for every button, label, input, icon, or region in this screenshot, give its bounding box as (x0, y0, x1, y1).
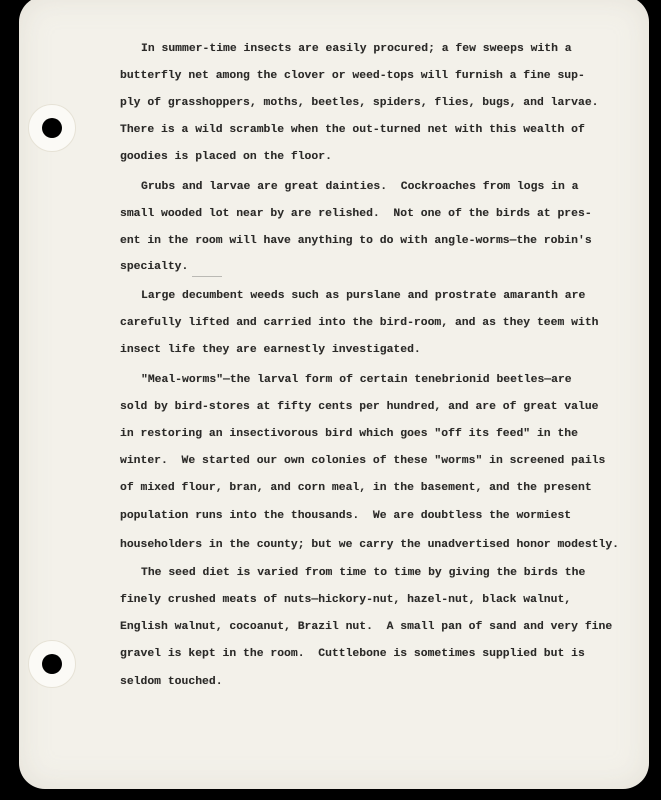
text-line: in restoring an insectivorous bird which goes "off its feed" in the (120, 428, 578, 440)
typewritten-page (19, 0, 649, 789)
text-line: English walnut, cocoanut, Brazil nut. A small pan of sand and very fine (120, 621, 613, 633)
text-line: of mixed flour, bran, and corn meal, in the basement, and the present (120, 482, 592, 494)
stray-pencil-mark (192, 276, 222, 277)
text-line: specialty. (120, 261, 189, 273)
text-line: "Meal-worms"—the larval form of certain tenebrionid beetles—are (141, 374, 572, 386)
text-line: gravel is kept in the room. Cuttlebone is sometimes supplied but is (120, 648, 585, 660)
text-line: Large decumbent weeds such as purslane and prostrate amaranth are (141, 290, 586, 302)
text-line: ply of grasshoppers, moths, beetles, spiders, flies, bugs, and larvae. (120, 97, 599, 109)
text-line: population runs into the thousands. We are doubtless the wormiest (120, 510, 572, 522)
text-line: There is a wild scramble when the out-turned net with this wealth of (120, 124, 585, 136)
text-line: sold by bird-stores at fifty cents per hundred, and are of great value (120, 401, 599, 413)
text-line: winter. We started our own colonies of these "worms" in screened pails (120, 455, 606, 467)
text-line: butterfly net among the clover or weed-tops will furnish a fine sup- (120, 70, 585, 82)
text-line: insect life they are earnestly investigated. (120, 344, 421, 356)
text-line: seldom touched. (120, 676, 223, 688)
text-line: The seed diet is varied from time to time by giving the birds the (141, 567, 586, 579)
text-line: carefully lifted and carried into the bird-room, and as they teem with (120, 317, 599, 329)
text-line: Grubs and larvae are great dainties. Cockroaches from logs in a (141, 181, 579, 193)
punch-hole-bottom (28, 640, 76, 688)
text-line: goodies is placed on the floor. (120, 151, 332, 163)
text-line: small wooded lot near by are relished. Not one of the birds at pres- (120, 208, 592, 220)
text-line: In summer-time insects are easily procured; a few sweeps with a (141, 43, 572, 55)
punch-hole-top (28, 104, 76, 152)
text-line: finely crushed meats of nuts—hickory-nut, hazel-nut, black walnut, (120, 594, 572, 606)
text-line: ent in the room will have anything to do with angle-worms—the robin's (120, 235, 592, 247)
text-line: householders in the county; but we carry the unadvertised honor modestly. (120, 539, 619, 551)
